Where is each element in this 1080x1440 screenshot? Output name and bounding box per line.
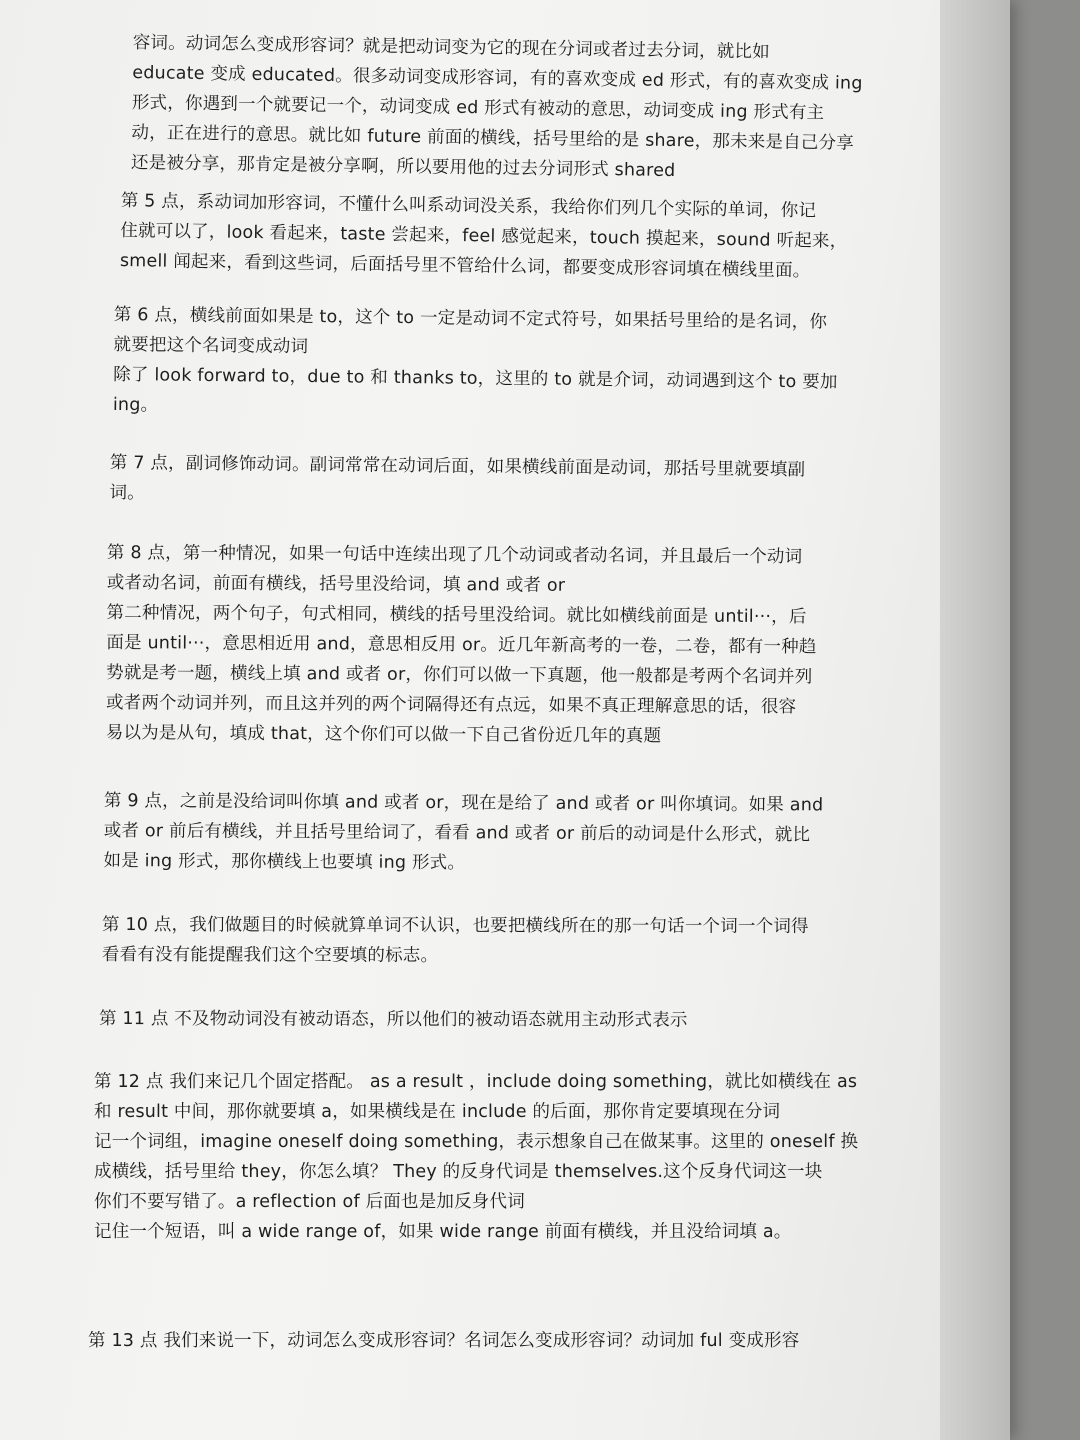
text-line: 第 10 点，我们做题目的时候就算单词不认识，也要把横线所在的那一句话一个词一个词得 [101, 915, 809, 937]
text-line: 动，正在进行的意思。就比如 future 前面的横线，括号里给的是 share，那未来是自己分享 [131, 122, 855, 154]
text-line: 词。 [109, 482, 146, 504]
paragraph-intro [131, 28, 863, 189]
text-line: ing。 [112, 394, 159, 416]
text-line: 看看有没有能提醒我们这个空要填的标志。 [101, 944, 439, 966]
text-line: 除了 look forward to，due to 和 thanks to，这里的 to 就是介词，动词遇到这个 to 要加 [113, 364, 838, 393]
text-line: 第 7 点，副词修饰动词。副词常常在动词后面，如果横线前面是动词，那括号里就要填副 [109, 452, 806, 481]
text-line: 第二种情况，两个句子，句式相同，横线的括号里没给词。就比如横线前面是 until···，后 [106, 602, 807, 628]
text-line: 你们不要写错了。a reflection of 后面也是加反身代词 [94, 1192, 525, 1212]
paragraph-point-11 [99, 1004, 688, 1036]
text-line: 第 6 点，横线前面如果是 to，这个 to 一定是动词不定式符号，如果括号里给的是名词，你 [113, 304, 828, 333]
paragraph-point-7 [109, 448, 805, 515]
text-line: 第 8 点，第一种情况，如果一句话中连续出现了几个动词或者动名词，并且最后一个动词 [106, 542, 803, 568]
paragraph-point-6 [113, 300, 839, 428]
paragraph-point-10 [102, 910, 809, 972]
text-line: 第 13 点 我们来说一下，动词怎么变成形容词？名词怎么变成形容词？动词加 ful 变成形容 [88, 1331, 800, 1351]
text-line: 面是 until···，意思相近用 and，意思相反用 or。近几年新高考的一卷，二卷，都有一种趋 [106, 632, 817, 658]
text-line: 第 5 点，系动词加形容词，不懂什么叫系动词没关系，我给你们列几个实际的单词，你记 [120, 190, 817, 222]
text-line: 就要把这个名词变成动词 [113, 334, 309, 358]
text-line: 成横线，括号里给 they，你怎么填？ They 的反身代词是 themselves.这个反身代词这一块 [94, 1162, 823, 1182]
text-line: 形式，你遇到一个就要记一个，动词变成 ed 形式有被动的意思，动词变成 ing 形式有主 [131, 92, 825, 124]
paragraph-point-12 [94, 1067, 858, 1247]
text-line: 第 9 点，之前是没给词叫你填 and 或者 or，现在是给了 and 或者 or 叫你填词。如果 and [103, 790, 824, 816]
paragraph-point-5 [120, 186, 848, 287]
paragraph-point-13 [88, 1326, 799, 1356]
text-line: smell 闻起来，看到这些词，后面括号里不管给什么词，都要变成形容词填在横线里面。 [119, 250, 811, 282]
text-line: 第 12 点 我们来记几个固定搭配。 as a result ，include doing something，就比如横线在 as [94, 1072, 858, 1092]
text-line: 易以为是从句，填成 that，这个你们可以做一下自己省份近几年的真题 [105, 722, 662, 747]
text-line: 第 11 点 不及物动词没有被动语态，所以他们的被动语态就用主动形式表示 [98, 1009, 688, 1031]
text-line: 还是被分享，那肯定是被分享啊，所以要用他的过去分词形式 shared [130, 152, 676, 182]
text-line: 住就可以了，look 看起来，taste 尝起来，feel 感觉起来，touch 摸起来，sound 听起来， [120, 220, 848, 252]
text-line: 或者两个动词并列，而且这并列的两个词隔得还有点远，如果不真正理解意思的话，很容 [105, 692, 797, 718]
text-line: 如是 ing 形式，那你横线上也要填 ing 形式。 [103, 850, 466, 874]
paragraph-point-8 [106, 538, 818, 752]
paragraph-point-9 [103, 786, 823, 880]
text-line: 势就是考一题，横线上填 and 或者 or，你们可以做一下真题，他一般都是考两个名词并列 [106, 662, 813, 688]
text-line: 和 result 中间，那你就要填 a，如果横线是在 include 的后面，那你肯定要填现在分词 [94, 1102, 781, 1122]
text-line: educate 变成 educated。很多动词变成形容词，有的喜欢变成 ed 形式，有的喜欢变成 ing [132, 62, 863, 94]
text-line: 容词。动词怎么变成形容词？就是把动词变为它的现在分词或者过去分词，就比如 [132, 32, 771, 63]
text-line: 或者 or 前后有横线，并且括号里给词了，看看 and 或者 or 前后的动词是什么形式，就比 [103, 820, 811, 846]
text-line: 或者动名词，前面有横线，括号里没给词，填 and 或者 or [106, 572, 566, 596]
text-line: 记住一个短语，叫 a wide range of，如果 wide range 前面有横线，并且没给词填 a。 [94, 1222, 792, 1242]
text-line: 记一个词组，imagine oneself doing something，表示想象自己在做某事。这里的 oneself 换 [94, 1132, 859, 1152]
